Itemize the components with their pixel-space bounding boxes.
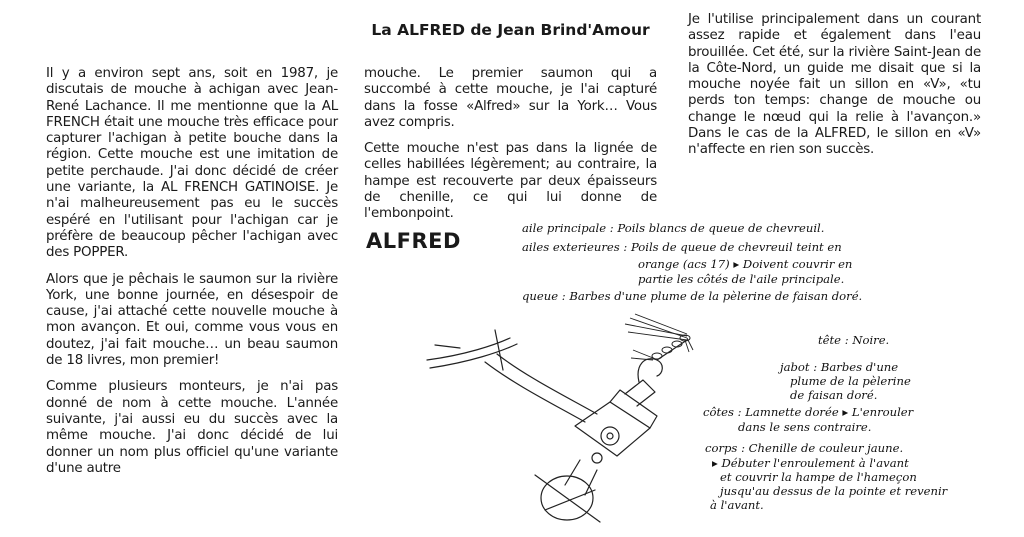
paragraph: mouche. Le premier saumon qui a succombé à cette mouche, je l'ai capturé dans la fosse «Alfred» sur la York… Vous avez compris.: [364, 66, 657, 130]
note-corps-line5: à l'avant.: [710, 498, 764, 512]
article-column-1: [46, 66, 338, 487]
fly-wing: [628, 332, 687, 340]
note-cotes-line2: dans le sens contraire.: [738, 420, 872, 434]
note-corps: corps : Chenille de couleur jaune.: [705, 441, 904, 455]
fly-body-segment: [652, 353, 662, 359]
vise-bolt: [592, 453, 602, 463]
fly-vise-drawing: [425, 310, 695, 528]
paragraph: Cette mouche n'est pas dans la lignée de celles habillées légèrement; au contraire, la hampe est recouverte par deux épaisseurs de chenille, ce qui lui donne de l'embonpoint.: [364, 141, 657, 222]
vise-tube-left: [485, 362, 585, 422]
vise-arm-inner: [430, 344, 517, 368]
note-corps-line4: jusqu'au dessus de la pointe et revenir: [720, 484, 948, 498]
note-queue: queue : Barbes d'une plume de la pèlerine de faisan doré.: [522, 289, 863, 303]
paragraph: Alors que je pêchais le saumon sur la rivière York, une bonne journée, en désespoir de cause, j'ai attaché cette nouvelle mouche à mon avançon. Et oui, comme vous vous en doutez, j'ai fait mouche… un beau saumon de 18 livres, mon premier!: [46, 271, 338, 369]
paragraph: Je l'utilise principalement dans un courant assez rapide et également dans l'eau brouillée. Cet été, sur la rivière Saint-Jean de la Côte-Nord, un guide me disait que si la mouche noyée fait un sillon en «V», «tu perds ton temps: change de mouche ou change le nœud qui la relie à l'avançon.» Dans le cas de la ALFRED, le sillon en «V» n'affecte en rien son succès.: [688, 12, 981, 158]
note-ailes-exterieures: ailes exterieures : Poils de queue de chevreuil teint en: [522, 240, 842, 254]
note-corps-line2: ▸ Débuter l'enroulement à l'avant: [712, 456, 909, 470]
note-jabot-line2: plume de la pèlerine: [790, 374, 911, 388]
note-jabot: jabot : Barbes d'une: [780, 360, 899, 374]
vise-stem: [435, 345, 460, 348]
note-aile-principale: aile principale : Poils blancs de queue de chevreuil.: [522, 221, 825, 235]
fly-wing: [630, 318, 687, 338]
vise-column: [565, 460, 580, 485]
note-ailes-exterieures-line3: partie les côtés de l'aile principale.: [638, 272, 845, 286]
fly-tail: [633, 350, 653, 358]
note-cotes: côtes : Lamnette dorée ▸ L'enrouler: [703, 405, 914, 419]
note-corps-line3: et couvrir la hampe de l'hameçon: [720, 470, 917, 484]
paragraph: Il y a environ sept ans, soit en 1987, je discutais de mouche à achigan avec Jean-René Lachance. Il me mentionne que la AL FRENCH était une mouche très efficace pour capturer l'achigan à petite bouche dans la région. Cette mouche est une imitation de petite perchaude. J'ai donc décidé de créer une variante, la AL FRENCH GATINOISE. Je n'ai malheureusement pas eu le succès espéré en l'utilisant pour l'achigan car je préfère de beaucoup pêcher l'achigan avec des POPPER.: [46, 66, 338, 261]
article-column-2: [364, 66, 657, 233]
paragraph: Comme plusieurs monteurs, je n'ai pas donné de nom à cette mouche. L'année suivante, j'ai aussi eu du succès avec la même mouche. J'ai donc décidé de lui donner un nom plus officiel qu'une variante d'une autre: [46, 379, 338, 476]
note-ailes-exterieures-line2: orange (acs 17) ▸ Doivent couvrir en: [638, 257, 853, 271]
vise-tube-right: [497, 354, 597, 414]
vise-knob: [601, 427, 619, 445]
article-column-3: [688, 12, 981, 169]
fly-body-segment: [662, 347, 672, 353]
note-jabot-line3: de faisan doré.: [790, 388, 878, 402]
vise-jaw-tip: [625, 380, 655, 406]
hook-bend: [638, 359, 662, 382]
article-title: La ALFRED de Jean Brind'Amour: [371, 21, 650, 39]
note-tete: tête : Noire.: [818, 333, 890, 347]
vise-base-line: [535, 475, 600, 522]
vise-jaw-block: [575, 402, 650, 456]
vise-knob-center: [607, 433, 613, 439]
fly-name-heading: ALFRED: [366, 229, 461, 253]
